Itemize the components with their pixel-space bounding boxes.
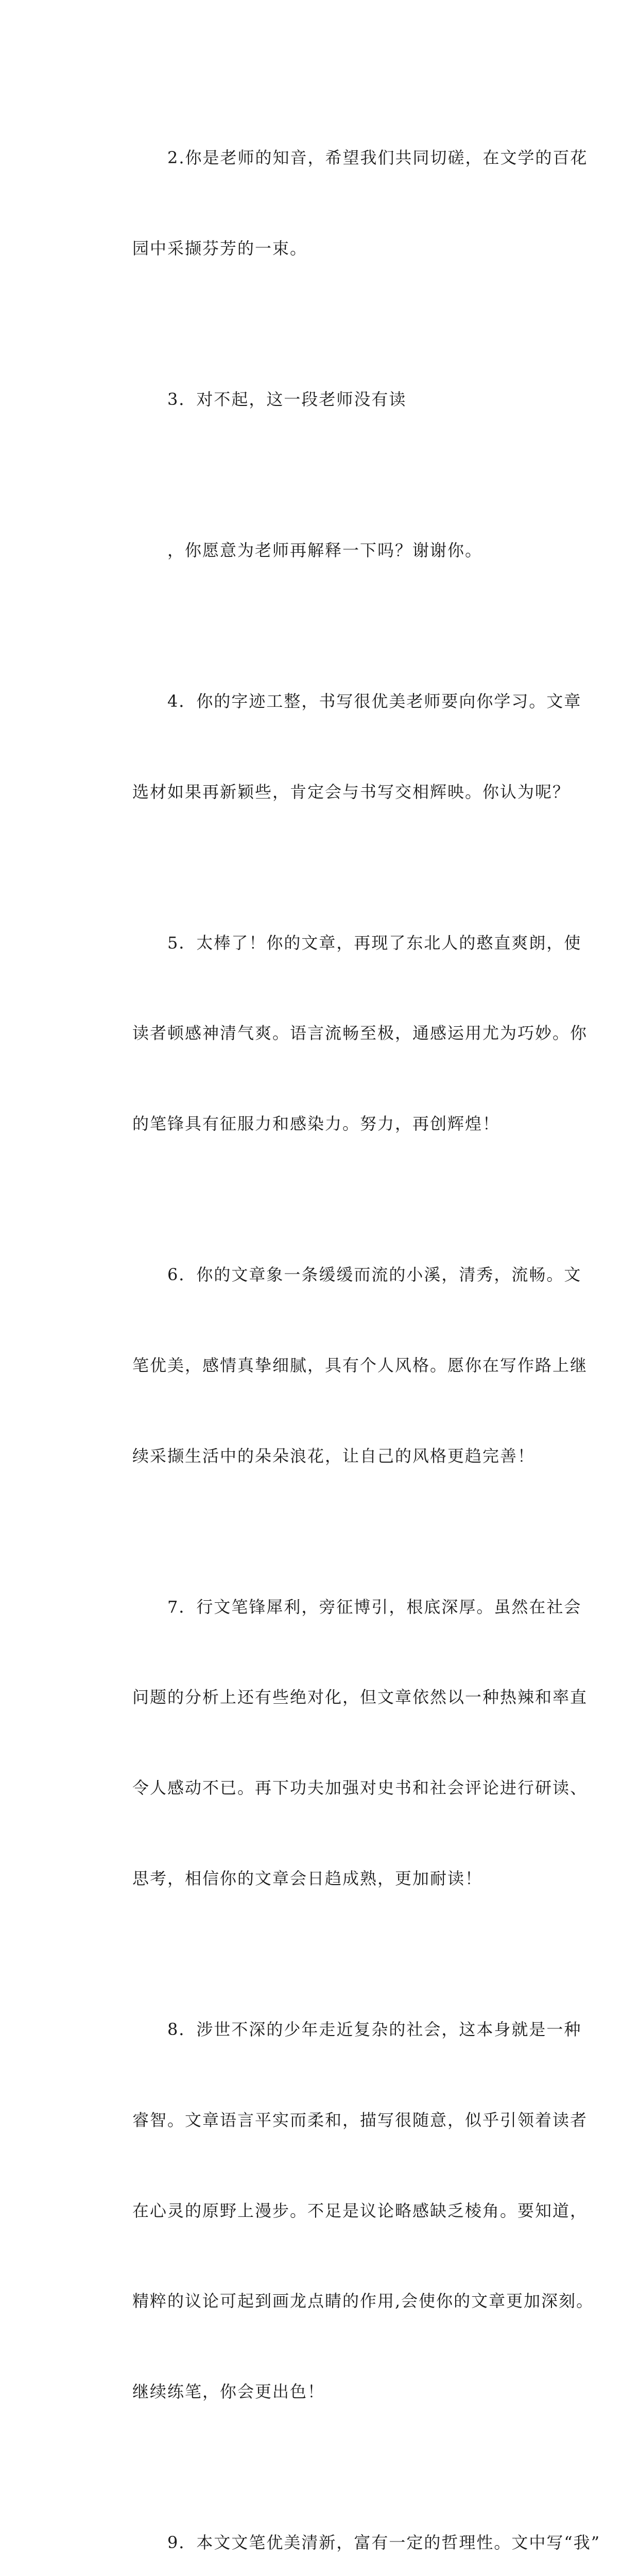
text-line: 继续练笔，你会更出色！: [132, 2382, 325, 2402]
text-line: 8．涉世不深的少年走近复杂的社会，这本身就是一种: [167, 2020, 582, 2039]
paragraph: [99, 82, 588, 324]
text-line: 9．本文文笔优美清新，富有一定的哲理性。文中写“我”: [167, 2533, 601, 2553]
text-line: 2.你是老师的知音，希望我们共同切磋，在文学的百花: [167, 148, 588, 168]
text-line: 问题的分析上还有些绝对化，但文章依然以一种热辣和率直: [132, 1687, 588, 1707]
text-line: 的笔锋具有征服力和感染力。努力，再创辉煌！: [132, 1114, 500, 1134]
text-line: 3．对不起，这一段老师没有读: [167, 389, 407, 409]
paragraph: [99, 867, 588, 1199]
text-line: 7．行文笔锋犀利，旁征博引，根底深厚。虽然在社会: [167, 1597, 582, 1617]
paragraph: [99, 324, 542, 475]
paragraph: [99, 1954, 594, 2467]
text-line: 思考，相信你的文章会日趋成熟，更加耐读！: [132, 1869, 483, 1889]
text-line: 在心灵的原野上漫步。不足是议论略感缺乏棱角。要知道，: [132, 2200, 588, 2221]
text-line: 睿智。文章语言平实而柔和，描写很随意，似乎引领着读者: [132, 2110, 588, 2130]
text-line: 续采撷生活中的朵朵浪花，让自己的风格更趋完善！: [132, 1446, 536, 1466]
paragraph: [99, 475, 542, 626]
text-line: 6．你的文章象一条缓缓而流的小溪，清秀，流畅。文: [167, 1265, 582, 1285]
text-line: 4．你的字迹工整，书写很优美老师要向你学习。文章: [167, 691, 582, 711]
text-line: 园中采撷芬芳的一束。: [132, 238, 308, 258]
text-line: 精粹的议论可起到画龙点睛的作用,会使你的文章更加深刻。: [132, 2291, 594, 2311]
text-line: 令人感动不已。再下功夫加强对史书和社会评论进行研读、: [132, 1778, 588, 1798]
paragraph: [99, 2467, 601, 2576]
text-line: ，你愿意为老师再解释一下吗？谢谢你。: [167, 540, 483, 560]
text-line: 5．太棒了！你的文章，再现了东北人的憨直爽朗，使: [167, 933, 582, 953]
paragraph: [99, 626, 582, 868]
text-line: 读者顿感神清气爽。语言流畅至极，通感运用尤为巧妙。你: [132, 1023, 588, 1043]
document-body: [99, 82, 601, 2576]
paragraph: [99, 1532, 588, 1954]
text-line: 笔优美，感情真挚细腻，具有个人风格。愿你在写作路上继: [132, 1355, 588, 1375]
text-line: 选材如果再新颖些，肯定会与书写交相辉映。你认为呢？: [132, 782, 571, 802]
paragraph: [99, 1199, 588, 1532]
